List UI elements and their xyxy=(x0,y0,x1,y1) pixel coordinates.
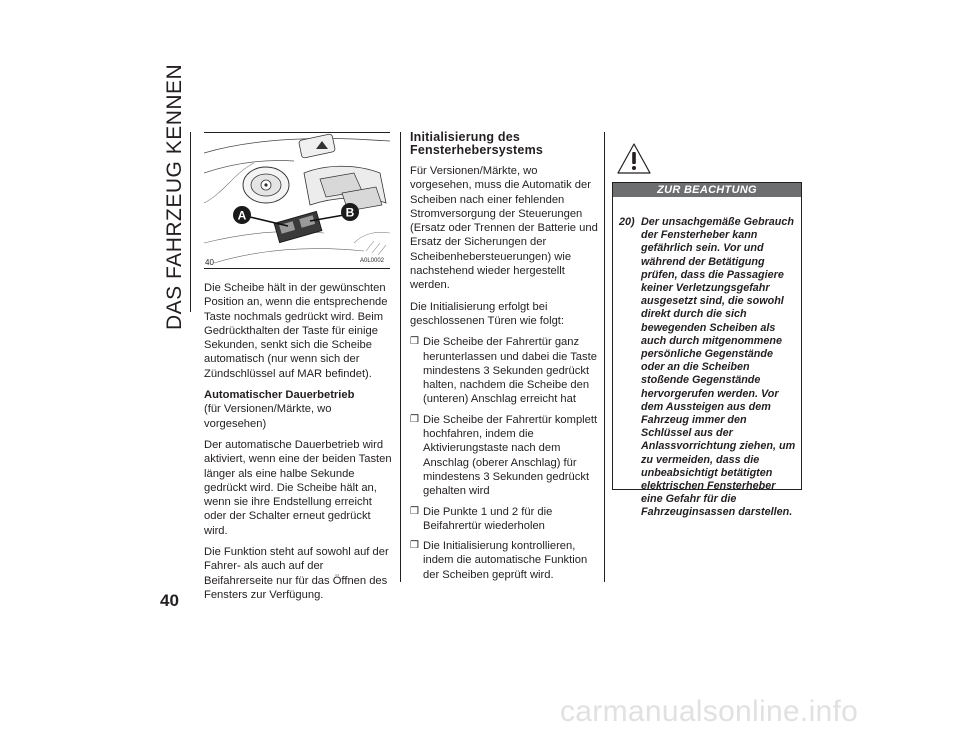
list-item xyxy=(410,413,602,499)
callout-b: B xyxy=(345,205,355,220)
window-switch-illustration xyxy=(204,133,390,268)
section-title-initialization: Initialisierung des Fensterhebersystems xyxy=(410,130,544,157)
column-divider-right xyxy=(604,132,605,582)
warning-text: Der unsachgemäße Gebrauch der Fensterheber kann gefährlich sein. Vor und während der Betätigung prüfen, dass die Passagiere keiner Verletzungsgefahr ausgesetzt sind, die sowohl direkt durch die sich bewegenden Scheiben als auch durch mitgenommene persönliche Gegenstände oder an die Scheiben stoßende Gegenstände hervorgerufen werden. Vor dem Aussteigen aus dem Fahrzeug immer den Schlüssel aus der Anlassvorrichtung ziehen, um zu vermeiden, dass die unbeabsichtigt betätigten elektrischen Fensterheber eine Gefahr für die Fahrzeuginsassen darstellen. xyxy=(641,216,796,519)
section-heading-note: (für Versionen/Märkte, wo vorgesehen) xyxy=(204,403,332,430)
initialization-steps-list xyxy=(410,335,602,582)
list-item-text: Die Scheibe der Fahrertür ganz herunterlassen und dabei die Taste mindestens 3 Sekunden gedrückt halten, nachdem die Scheibe den (unteren) Anschlag erreicht hat xyxy=(423,336,597,406)
checkbox-bullet-icon: ❒ xyxy=(410,336,419,348)
list-item xyxy=(410,539,602,582)
middle-paragraph-1: Für Versionen/Märkte, wo vorgesehen, muss die Automatik der Scheiben nach einer fehlenden Stromversorgung der Steuerungen (Ersatz oder Trennen der Batterie und Ersatz der Sicherungen der Scheibenhebersteuerungen) wie nachstehend wieder hergestellt werden. xyxy=(410,165,598,292)
chapter-side-title: DAS FAHRZEUG KENNEN xyxy=(163,63,186,330)
checkbox-bullet-icon: ❒ xyxy=(410,413,419,425)
left-paragraph-2: Der automatische Dauerbetrieb wird aktiviert, wenn eine der beiden Tasten länger als eine halbe Sekunde gedrückt wird. Die Scheibe hält an, wenn sie ihre Endstellung erreicht oder der Schalter erneut gedrückt wird. xyxy=(204,438,392,537)
checkbox-bullet-icon: ❒ xyxy=(410,505,419,517)
callout-a: A xyxy=(237,208,247,223)
column-divider-left xyxy=(400,132,401,582)
side-title-rule xyxy=(190,132,191,312)
left-paragraph-3: Die Funktion steht auf sowohl auf der Fahrer- als auch auf der Beifahrerseite nur für das Öffnen des Fensters zur Verfügung. xyxy=(204,546,389,601)
warning-number: 20) xyxy=(619,216,635,228)
watermark: carmanualsonline.info xyxy=(560,695,859,728)
list-item-text: Die Punkte 1 und 2 für die Beifahrertür wiederholen xyxy=(423,505,553,532)
list-item xyxy=(410,505,602,534)
warning-header: ZUR BEACHTUNG xyxy=(613,183,801,197)
figure-bottom-rule xyxy=(204,268,390,269)
warning-box xyxy=(612,182,802,519)
checkbox-bullet-icon: ❒ xyxy=(410,540,419,552)
warning-triangle-icon xyxy=(617,143,651,174)
page-number: 40 xyxy=(160,591,179,610)
warning-body xyxy=(613,197,801,520)
figure-number: 40 xyxy=(205,258,214,267)
list-item xyxy=(410,335,602,406)
section-heading-auto: Automatischer Dauerbetrieb xyxy=(204,389,355,402)
list-item-text: Die Initialisierung kontrollieren, indem die automatische Funktion der Scheiben geprüft wird. xyxy=(423,540,588,581)
left-column xyxy=(204,281,394,609)
left-paragraph-1: Die Scheibe hält in der gewünschten Position an, wenn die entsprechende Taste nochmals gedrückt wird. Beim Gedrückthalten der Taste für einige Sekunden, senkt sich die Scheibe automatisch (nur wenn sich der Zündschlüssel auf MAR befindet). xyxy=(204,282,388,380)
middle-column xyxy=(410,131,602,588)
middle-paragraph-2: Die Initialisierung erfolgt bei geschlossenen Türen wie folgt: xyxy=(410,300,565,327)
figure-code: A0L0002 xyxy=(360,258,385,264)
door-console-drawing xyxy=(204,133,390,268)
list-item-text: Die Scheibe der Fahrertür komplett hochfahren, indem die Aktivierungstaste nach dem Anschlag (oberer Anschlag) für mindestens 3 Sekunden gedrückt gehalten wird xyxy=(423,413,598,498)
